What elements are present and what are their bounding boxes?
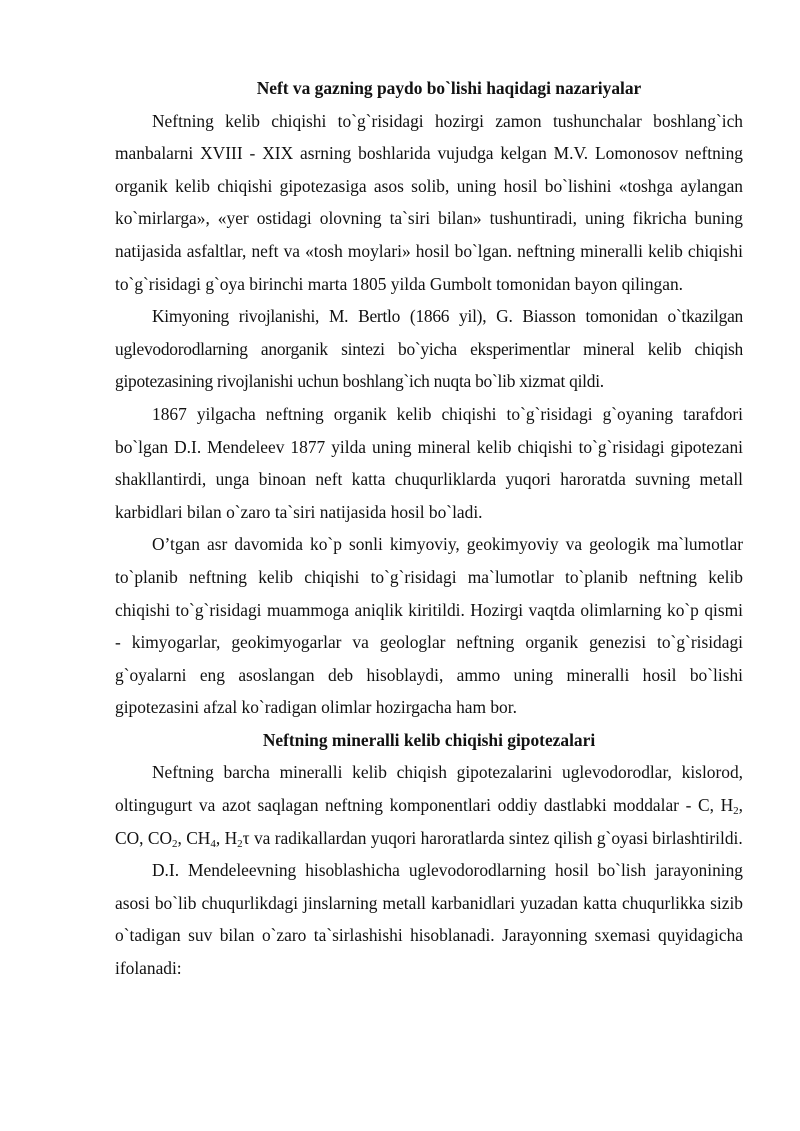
p5-sub-1: 2: [733, 805, 739, 818]
document-page: [115, 72, 743, 985]
p5-text-2: , CO, CO: [115, 795, 743, 848]
p5-text-3: , CH: [177, 827, 211, 848]
paragraph-1: Neftning kelib chiqishi to`g`risidagi hozirgi zamon tushunchalar boshlang`ich manbalarni XVIII - XIX asrning boshlarida vujudga kelgan M.V. Lomonosov neftning organik kelib chiqishi gipotezasiga asos solib, uning hosil bo`lishini «toshga aylangan ko`mirlarga», «yer ostidagi olovning ta`siri bilan» tushuntiradi, uning fikricha buning natijasida asfaltlar, neft va «tosh moylari» hosil bo`lgan. neftning mineralli kelib chiqishi to`g`risidagi g`oya birinchi marta 1805 yilda Gumbolt tomonidan bayon qilingan.: [115, 110, 743, 294]
paragraph-4: O’tgan asr davomida ko`p sonli kimyoviy, geokimyoviy va geologik ma`lumotlar to`planib neftning kelib chiqishi to`g`risidagi ma`lumotlar to`planib neftning kelib chiqishi to`g`risidagi muammoga aniqlik kiritildi. Hozirgi vaqtda olimlarning ko`p qismi - kimyogarlar, geokimyogarlar va geologlar neftning organik genezisi to`g`risidagi g`oyalarni eng asoslangan deb hisoblaydi, ammo uning mineralli hosil bo`lishi gipotezasini afzal ko`radigan olimlar hozirgacha ham bor.: [115, 534, 743, 718]
p5-sub-4: 2: [237, 837, 243, 850]
section-heading-mineral-hypotheses: Neftning mineralli kelib chiqishi gipotezalari: [262, 729, 596, 750]
p5-text-1: Neftning barcha mineralli kelib chiqish gipotezalarini uglevodorodlar, kislorod, oltingugurt va azot saqlagan neftning komponentlari oddiy dastlabki moddalar - C, H: [115, 762, 743, 816]
p5-sub-3: 4: [210, 837, 216, 850]
paragraph-3: 1867 yilgacha neftning organik kelib chiqishi to`g`risidagi g`oyaning tarafdori bo`lgan D.I. Mendeleev 1877 yilda uning mineral kelib chiqishi to`g`risidagi gipotezani shakllantirdi, unga binoan neft katta chuqurliklarda yuqori haroratda suvning metall karbidlari bilan o`zaro ta`siri natijasida hosil bo`ladi.: [115, 403, 743, 522]
paragraph-2: Kimyoning rivojlanishi, M. Bertlo (1866 yil), G. Biasson tomonidan o`tkazilgan uglevodorodlarning anorganik sintezi bo`yicha eksperimentlar mineral kelib chiqish gipotezasining rivojlanishi uchun boshlang`ich nuqta bo`lib xizmat qildi.: [115, 306, 743, 392]
paragraph-6: D.I. Mendeleevning hisoblashicha uglevodorodlarning hosil bo`lish jarayonining asosi bo`lib chuqurlikdagi jinslarning metall karbanidlari yuzadan katta chuqurlikka sizib o`tadigan suv bilan o`zaro ta`sirlashishi hisoblanadi. Jarayonning sxemasi quyidagicha ifolanadi:: [115, 860, 743, 979]
p5-sub-2: 2: [172, 837, 178, 850]
paragraph-5: [115, 756, 743, 854]
p5-text-5: τ va radikallardan yuqori haroratlarda sintez qilish g`oyasi birlashtirildi.: [242, 827, 743, 848]
section-heading-theories: Neft va gazning paydo bo`lishi haqidagi nazariyalar: [256, 78, 642, 98]
p5-text-4: , H: [215, 827, 238, 848]
